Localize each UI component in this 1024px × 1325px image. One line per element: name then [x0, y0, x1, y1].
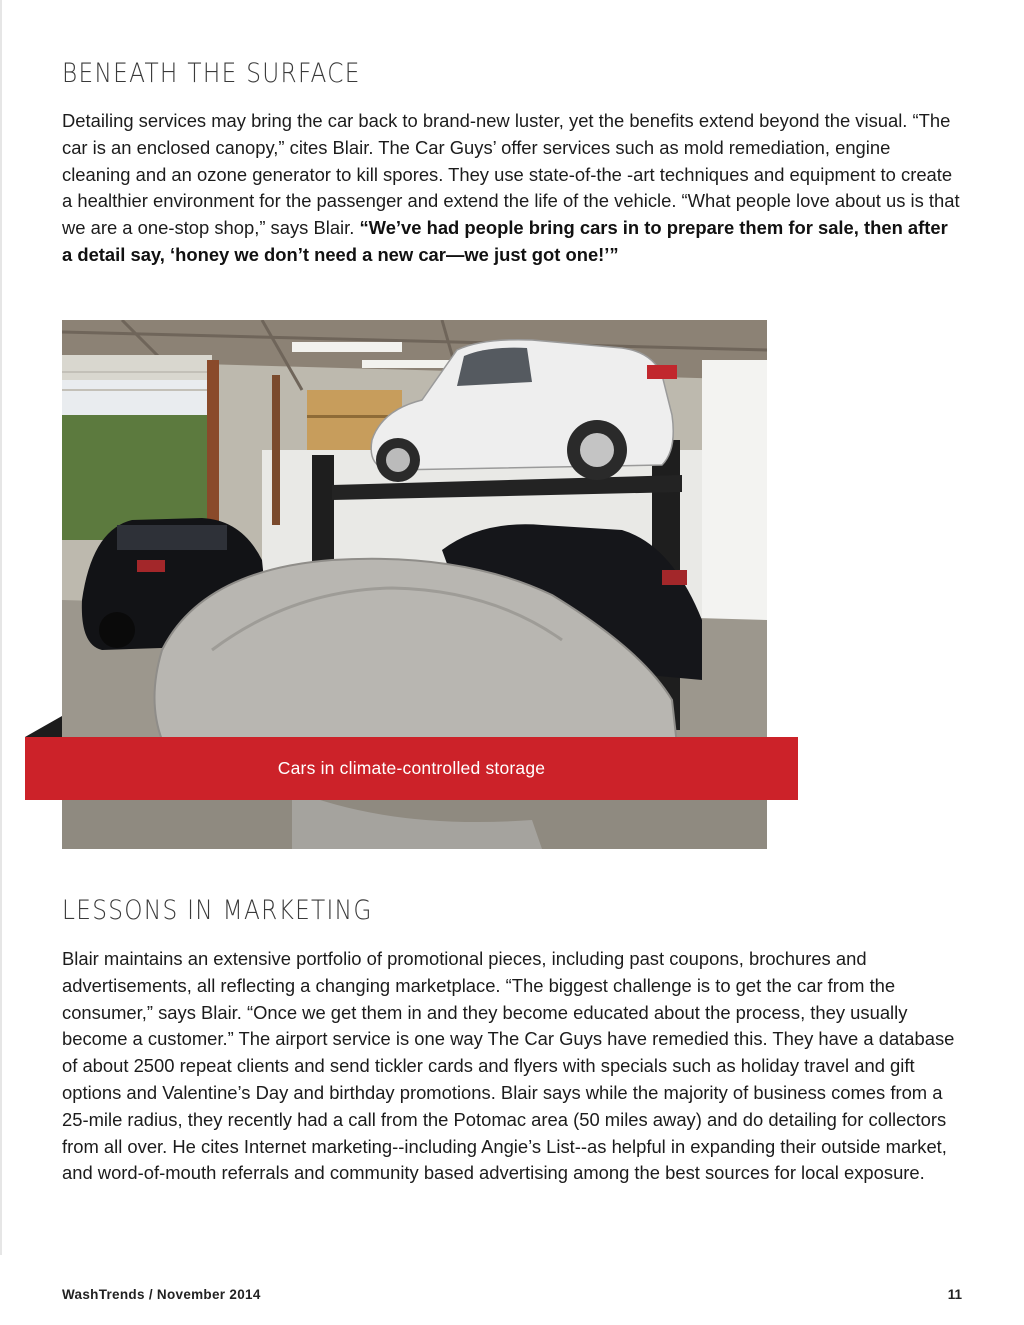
page-edge-rule [0, 0, 2, 1255]
photo-caption-bar [25, 737, 798, 800]
footer-publication: WashTrends / November 2014 [62, 1287, 261, 1302]
footer-page-number: 11 [947, 1287, 962, 1302]
section-body-lessons-in-marketing: Blair maintains an extensive portfolio of promotional pieces, including past coupons, brochures and advertisements, all reflecting a changing marketplace. “The biggest challenge is to get the car from the consumer,” says Blair. “Once we get them in and they become educated about the process, they usually become a customer.” The airport service is one way The Car Guys have remedied this. They have a database of about 2500 repeat clients and send tickler cards and flyers with specials such as holiday travel and gift options and Valentine’s Day and birthday promotions. Blair says while the majority of business comes from a 25-mile radius, they recently had a call from the Potomac area (50 miles away) and do detailing for collectors from all over. He cites Internet marketing--including Angie’s List--as helpful in expanding their outside market, and word-of-mouth referrals and community based advertising among the best sources for local exposure. [62, 948, 955, 1184]
pull-quote-bold: “We’ve had people bring cars in to prepare them for sale, then after a detail say, ‘honey we don’t need a new car—we just got one!’” [62, 217, 948, 265]
section-heading-lessons-in-marketing: LESSONS IN MARKETING [62, 895, 373, 926]
body-text: Detailing services may bring the car back to brand-new luster, yet the benefits extend beyond the visual. “The car is an enclosed canopy,” cites Blair. The Car Guys’ offer services such as mold remediation, engine cleaning and an ozone generator to kill spores. They use state-of-the -art techniques and equipment to create a healthier environment for the passenger and extend the life of the vehicle. “What people love about us is that we are a one-stop shop,” says Blair. [62, 110, 960, 239]
section-heading-beneath-the-surface: BENEATH THE SURFACE [62, 58, 361, 89]
caption-accent-triangle [25, 716, 62, 737]
photo-caption: Cars in climate-controlled storage [277, 758, 546, 778]
section-body-beneath-the-surface [62, 108, 962, 269]
